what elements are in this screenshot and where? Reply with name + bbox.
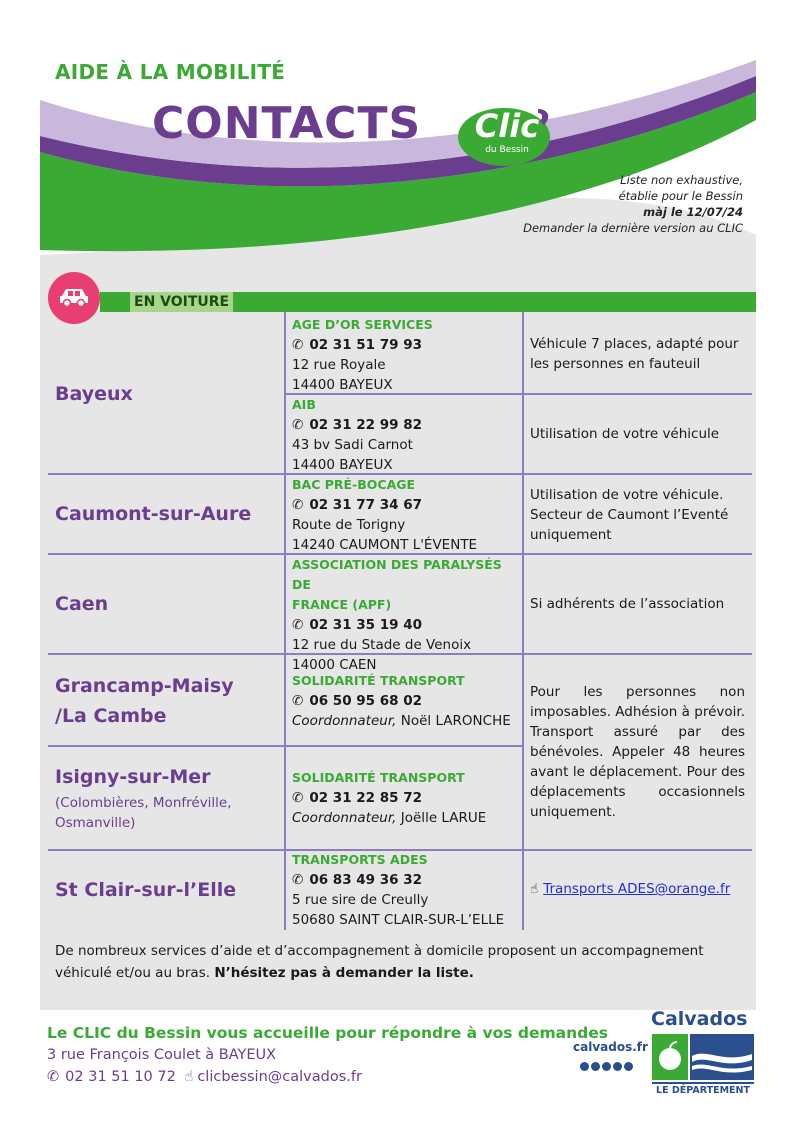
ades-email-link[interactable]: Transports ADES@orange.fr	[543, 881, 731, 897]
org-description: Si adhérents de l’association	[530, 596, 725, 612]
phone-line	[292, 870, 522, 890]
org-description: Utilisation de votre véhicule	[530, 426, 720, 442]
footer-contact	[47, 1069, 362, 1085]
address-line: 5 rue sire de Creully	[292, 892, 429, 908]
instagram-icon[interactable]	[602, 1062, 611, 1071]
address-line: 14400 BAYEUX	[292, 457, 393, 473]
city-stclair: St Clair-sur-l’Elle	[55, 879, 237, 901]
shared-description: Pour les personnes non imposables. Adhésion à prévoir. Transport assuré par des bénévoles. Appeler 48 heures avant le déplacement. Pour des déplacements occasionnels uniquement.	[530, 684, 745, 820]
city-caen: Caen	[55, 593, 109, 615]
city-isigny: Isigny-sur-Mer	[55, 766, 211, 788]
car-badge	[48, 272, 100, 324]
phone-number: 02 31 35 19 40	[309, 617, 423, 633]
phone-line	[292, 788, 522, 808]
clic-logo-subtitle: du Bessin	[485, 145, 529, 155]
clic-logo	[456, 103, 558, 167]
phone-number: 06 50 95 68 02	[309, 693, 423, 709]
twitter-icon[interactable]	[591, 1062, 600, 1071]
footer-title: Le CLIC du Bessin vous accueille pour répondre à vos demandes	[47, 1024, 608, 1042]
city-isigny-subtitle: Osmanville)	[55, 815, 136, 831]
coordinator-line	[292, 711, 522, 731]
footnote-bold: N’hésitez pas à demander la liste.	[214, 965, 474, 981]
table-divider	[48, 745, 523, 747]
org-bac-pre-bocage	[292, 475, 522, 555]
phone-line	[292, 495, 522, 515]
linkedin-icon[interactable]	[613, 1062, 622, 1071]
calvados-department-label: LE DÉPARTEMENT	[652, 1082, 754, 1096]
org-name: AGE D’OR SERVICES	[292, 317, 433, 332]
city-grancamp: /La Cambe	[55, 705, 167, 727]
table-divider	[522, 312, 524, 930]
coordinator-name: Joëlle LARUE	[400, 810, 487, 826]
phone-number: 02 31 51 79 93	[309, 337, 423, 353]
car-icon	[58, 286, 90, 308]
youtube-icon[interactable]	[624, 1062, 633, 1071]
note-line: Demander la dernière version au CLIC	[523, 221, 743, 235]
coordinator-label: Coordonnateur,	[292, 810, 397, 826]
phone-icon: ✆	[292, 872, 304, 888]
pointer-icon: ☝	[530, 881, 539, 897]
phone-icon: ✆	[292, 617, 304, 633]
address-line: 12 rue du Stade de Venoix	[292, 637, 472, 653]
phone-line	[292, 415, 522, 435]
facebook-icon[interactable]	[580, 1062, 589, 1071]
org-age-dor-services	[292, 315, 522, 395]
phone-line	[292, 335, 522, 355]
phone-icon: ✆	[292, 497, 304, 513]
table-divider	[284, 312, 286, 930]
coordinator-name: Noël LARONCHE	[400, 713, 511, 729]
phone-line	[292, 615, 522, 635]
org-description: Véhicule 7 places, adapté pour les personnes en fauteuil	[530, 336, 739, 372]
kicker-title: AIDE À LA MOBILITÉ	[55, 60, 286, 84]
org-name: SOLIDARITÉ TRANSPORT	[292, 770, 465, 785]
org-name: SOLIDARITÉ TRANSPORT	[292, 673, 465, 688]
section-label: EN VOITURE	[130, 292, 233, 312]
org-apf	[292, 555, 522, 675]
note-line: établie pour le Bessin	[618, 189, 743, 203]
city-grancamp: Grancamp-Maisy	[55, 675, 234, 697]
coordinator-line	[292, 808, 522, 828]
page-title: CONTACTS	[152, 98, 422, 149]
city-caumont: Caumont-sur-Aure	[55, 503, 252, 525]
calvados-apple-emblem-icon	[652, 1034, 754, 1080]
calvados-logo-name: Calvados	[651, 1008, 748, 1030]
footer-email[interactable]: clicbessin@calvados.fr	[197, 1069, 362, 1085]
calvados-url[interactable]: calvados.fr	[573, 1040, 648, 1054]
phone-number: 02 31 22 85 72	[309, 790, 423, 806]
org-name: FRANCE (APF)	[292, 597, 392, 612]
org-name: TRANSPORTS ADES	[292, 852, 428, 867]
address-line: 14000 CAEN	[292, 657, 377, 673]
org-name: ASSOCIATION DES PARALYSÉS DE	[292, 557, 502, 592]
phone-number: 06 83 49 36 32	[309, 872, 423, 888]
org-solidarite-transport	[292, 671, 522, 731]
coordinator-label: Coordonnateur,	[292, 713, 397, 729]
address-line: 14400 BAYEUX	[292, 377, 393, 393]
email-line	[530, 879, 745, 899]
header-note	[503, 172, 743, 236]
org-name: AIB	[292, 397, 316, 412]
note-line: Liste non exhaustive,	[620, 173, 743, 187]
social-icons	[580, 1056, 635, 1075]
org-description: Utilisation de votre véhicule. Secteur de Caumont l’Eventé uniquement	[530, 487, 729, 543]
phone-icon: ✆	[292, 693, 304, 709]
footer-address: 3 rue François Coulet à BAYEUX	[47, 1047, 277, 1063]
phone-number: 02 31 22 99 82	[309, 417, 423, 433]
clic-logo-word: Clic	[474, 107, 540, 145]
phone-icon: ✆	[292, 337, 304, 353]
org-name: BAC PRÉ-BOCAGE	[292, 477, 416, 492]
address-line: 12 rue Royale	[292, 357, 386, 373]
org-aib	[292, 395, 522, 475]
city-bayeux: Bayeux	[55, 383, 133, 405]
pointer-icon: ☝	[184, 1069, 194, 1085]
note-update-date: màj le 12/07/24	[643, 205, 743, 219]
phone-number: 02 31 77 34 67	[309, 497, 423, 513]
phone-icon: ✆	[292, 417, 304, 433]
footer-phone: 02 31 51 10 72	[65, 1069, 176, 1085]
address-line: 43 bv Sadi Carnot	[292, 437, 413, 453]
address-line: Route de Torigny	[292, 517, 406, 533]
phone-icon: ✆	[292, 790, 304, 806]
phone-icon: ✆	[47, 1069, 60, 1085]
city-isigny-subtitle: (Colombières, Monfréville,	[55, 795, 232, 811]
footnote	[55, 940, 745, 984]
footnote-text: De nombreux services d’aide et d’accompagnement à domicile proposent un accompagnement véhiculé et/ou au bras.	[55, 943, 704, 981]
org-solidarite-transport	[292, 768, 522, 828]
phone-line	[292, 691, 522, 711]
org-transports-ades	[292, 850, 522, 930]
address-line: 50680 SAINT CLAIR-SUR-L’ELLE	[292, 912, 505, 928]
address-line: 14240 CAUMONT L'ÉVENTE	[292, 537, 478, 553]
